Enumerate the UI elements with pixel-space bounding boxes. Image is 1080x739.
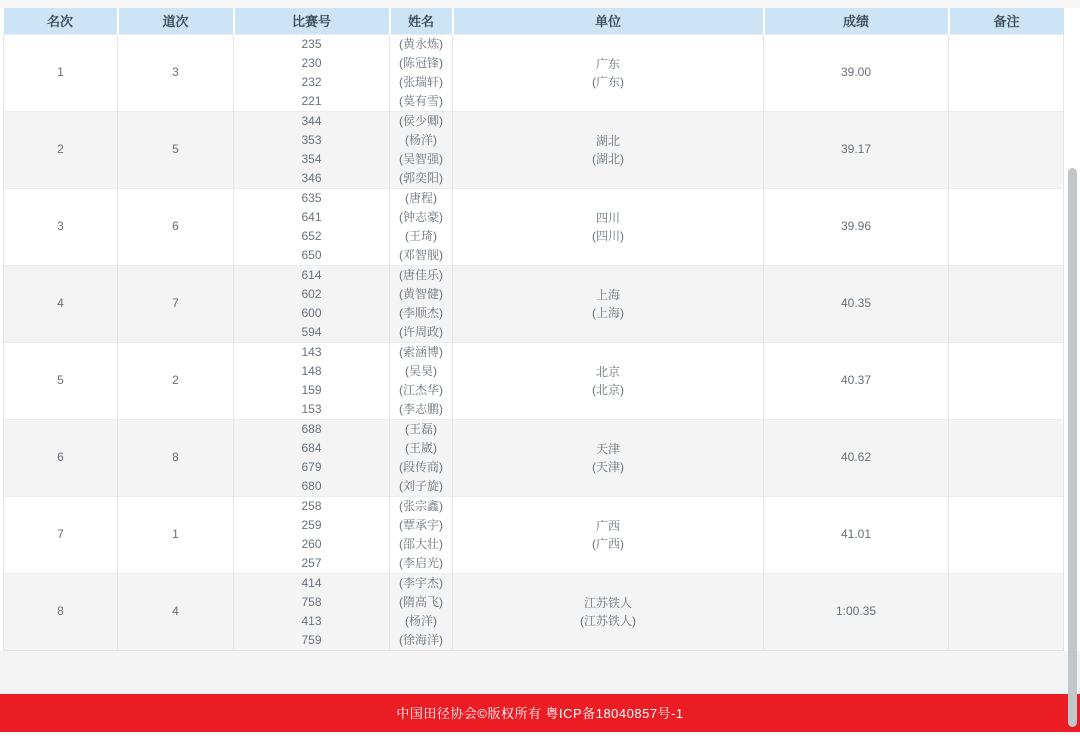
- rank-cell: [4, 34, 118, 111]
- unit-cell-line: 广东: [595, 56, 620, 71]
- bib-cell-line: 414: [301, 575, 322, 590]
- unit-cell: [453, 34, 764, 111]
- unit-cell-line: 北京: [595, 364, 620, 379]
- name-cell-line: (隋高飞): [399, 594, 443, 609]
- name-cell-line: (张瑞轩): [399, 74, 443, 89]
- lane-cell-line: 8: [172, 450, 179, 464]
- name-cell-line: (李启光): [399, 555, 443, 570]
- remark-cell: [949, 34, 1064, 111]
- result-cell: [764, 573, 949, 650]
- rank-cell-line: 2: [57, 142, 64, 156]
- table-row: [4, 265, 1064, 342]
- name-cell-line: (李顺杰): [399, 305, 443, 320]
- name-cell-line: (唐佳乐): [399, 267, 443, 282]
- rank-cell-line: 1: [57, 65, 64, 79]
- table-row: [4, 111, 1064, 188]
- name-cell-line: (邵大壮): [399, 536, 443, 551]
- lane-cell-line: 1: [172, 527, 179, 541]
- bib-cell-line: 354: [301, 151, 322, 166]
- unit-cell-line: 湖北: [595, 133, 620, 148]
- bib-cell-line: 652: [301, 228, 322, 243]
- bib-cell: [234, 342, 390, 419]
- unit-cell-line: (湖北): [592, 151, 624, 166]
- lane-cell: [118, 34, 234, 111]
- remark-cell: [949, 265, 1064, 342]
- unit-cell: [453, 265, 764, 342]
- unit-cell-line: (上海): [592, 305, 624, 320]
- name-cell: [390, 573, 453, 650]
- name-cell-line: (杨洋): [405, 613, 437, 628]
- rank-cell-line: 7: [57, 527, 64, 541]
- name-cell-line: (徐海洋): [399, 632, 443, 647]
- bib-cell-line: 353: [301, 132, 322, 147]
- unit-cell-line: (广西): [592, 536, 624, 551]
- rank-cell-line: 3: [57, 219, 64, 233]
- result-cell: [764, 342, 949, 419]
- name-cell-line: (王琦): [405, 228, 437, 243]
- bib-cell-line: 602: [301, 286, 322, 301]
- lane-cell-line: 6: [172, 219, 179, 233]
- name-cell-line: (张宗鑫): [399, 498, 443, 513]
- bib-cell-line: 148: [301, 363, 322, 378]
- rank-cell: [4, 265, 118, 342]
- remark-cell: [949, 496, 1064, 573]
- name-cell-line: (王崴): [405, 440, 437, 455]
- result-cell-line: 40.37: [840, 373, 872, 387]
- result-cell: [764, 265, 949, 342]
- col-header-remark: 备注: [949, 8, 1064, 34]
- table-row: [4, 419, 1064, 496]
- unit-cell-line: (天津): [592, 459, 624, 474]
- name-cell-line: (黄智健): [399, 286, 443, 301]
- name-cell-line: (李志鹏): [399, 401, 443, 416]
- unit-cell: [453, 111, 764, 188]
- name-cell-line: (刘子旋): [399, 478, 443, 493]
- name-cell-line: (侯少卿): [399, 113, 443, 128]
- lane-cell-line: 5: [172, 142, 179, 156]
- name-cell-line: (吴昊): [405, 363, 437, 378]
- unit-cell: [453, 419, 764, 496]
- lane-cell-line: 3: [172, 65, 179, 79]
- name-cell-line: (吴智强): [399, 151, 443, 166]
- name-cell-line: (覃承宇): [399, 517, 443, 532]
- bib-cell-line: 258: [301, 498, 322, 513]
- table-row: [4, 573, 1064, 650]
- table-row: [4, 188, 1064, 265]
- name-cell-line: (钟志豪): [399, 209, 443, 224]
- remark-cell: [949, 573, 1064, 650]
- result-cell-line: 41.01: [840, 527, 872, 541]
- unit-cell: [453, 573, 764, 650]
- bib-cell: [234, 34, 390, 111]
- lane-cell-line: 7: [172, 296, 179, 310]
- bib-cell-line: 221: [301, 93, 322, 108]
- col-header-lane: 道次: [118, 8, 234, 34]
- bib-cell: [234, 496, 390, 573]
- result-cell-line: 1:00.35: [835, 604, 877, 618]
- name-cell-line: (王磊): [405, 421, 437, 436]
- unit-cell-line: (北京): [592, 382, 624, 397]
- bib-cell: [234, 419, 390, 496]
- rank-cell-line: 4: [57, 296, 64, 310]
- bib-cell-line: 759: [301, 632, 322, 647]
- bib-cell-line: 688: [301, 421, 322, 436]
- bib-cell-line: 259: [301, 517, 322, 532]
- table-body: [4, 34, 1064, 650]
- name-cell-line: (陈冠锋): [399, 55, 443, 70]
- name-cell-line: (邓智舰): [399, 247, 443, 262]
- unit-cell: [453, 342, 764, 419]
- unit-cell-line: 广西: [595, 518, 620, 533]
- bib-cell-line: 143: [301, 344, 322, 359]
- bib-cell: [234, 111, 390, 188]
- col-header-unit: 单位: [453, 8, 764, 34]
- result-cell: [764, 111, 949, 188]
- name-cell-line: (段传商): [399, 459, 443, 474]
- bib-cell-line: 600: [301, 305, 322, 320]
- col-header-result: 成绩: [764, 8, 949, 34]
- footer-bar: [0, 694, 1080, 732]
- bib-cell-line: 346: [301, 170, 322, 185]
- lane-cell: [118, 265, 234, 342]
- name-cell-line: (唐程): [405, 190, 437, 205]
- col-header-bib: 比赛号: [234, 8, 390, 34]
- bib-cell-line: 650: [301, 247, 322, 262]
- lane-cell-line: 4: [172, 604, 179, 618]
- remark-cell: [949, 419, 1064, 496]
- unit-cell-line: (广东): [592, 74, 624, 89]
- name-cell: [390, 265, 453, 342]
- bib-cell-line: 758: [301, 594, 322, 609]
- unit-cell-line: (四川): [592, 228, 624, 243]
- name-cell: [390, 342, 453, 419]
- copyright-text: 中国田径协会©版权所有 粤ICP备18040857号-1: [396, 706, 684, 721]
- name-cell-line: (李宇杰): [399, 575, 443, 590]
- bib-cell-line: 684: [301, 440, 322, 455]
- rank-cell-line: 5: [57, 373, 64, 387]
- unit-cell-line: 四川: [595, 210, 620, 225]
- result-cell-line: 39.00: [840, 65, 872, 79]
- header-row: [4, 8, 1064, 34]
- top-strip: [0, 0, 1080, 8]
- name-cell: [390, 34, 453, 111]
- table-row: [4, 34, 1064, 111]
- unit-cell-line: 江苏铁人: [583, 595, 632, 610]
- bib-cell-line: 413: [301, 613, 322, 628]
- result-cell: [764, 496, 949, 573]
- bib-cell-line: 614: [301, 267, 322, 282]
- bib-cell-line: 230: [301, 55, 322, 70]
- table-header: [4, 8, 1064, 34]
- lane-cell: [118, 111, 234, 188]
- name-cell: [390, 419, 453, 496]
- result-cell: [764, 419, 949, 496]
- result-cell-line: 39.17: [840, 142, 872, 156]
- result-cell: [764, 188, 949, 265]
- bib-cell-line: 641: [301, 209, 322, 224]
- remark-cell: [949, 342, 1064, 419]
- bib-cell: [234, 188, 390, 265]
- rank-cell: [4, 496, 118, 573]
- rank-cell: [4, 342, 118, 419]
- result-cell-line: 40.62: [840, 450, 872, 464]
- result-cell-line: 39.96: [840, 219, 872, 233]
- unit-cell: [453, 188, 764, 265]
- name-cell: [390, 496, 453, 573]
- rank-cell-line: 6: [57, 450, 64, 464]
- unit-cell-line: (江苏铁人): [580, 613, 636, 628]
- col-header-rank: 名次: [4, 8, 118, 34]
- rank-cell: [4, 188, 118, 265]
- rank-cell-line: 8: [57, 604, 64, 618]
- table-row: [4, 342, 1064, 419]
- lane-cell-line: 2: [172, 373, 179, 387]
- scrollbar-thumb[interactable]: [1068, 168, 1077, 727]
- bib-cell-line: 153: [301, 401, 322, 416]
- lane-cell: [118, 188, 234, 265]
- bib-cell-line: 344: [301, 113, 322, 128]
- lane-cell: [118, 496, 234, 573]
- bib-cell-line: 679: [301, 459, 322, 474]
- lane-cell: [118, 573, 234, 650]
- result-cell: [764, 34, 949, 111]
- bib-cell-line: 260: [301, 536, 322, 551]
- lane-cell: [118, 419, 234, 496]
- bib-cell-line: 680: [301, 478, 322, 493]
- name-cell: [390, 111, 453, 188]
- remark-cell: [949, 188, 1064, 265]
- bottom-band: [0, 651, 1080, 694]
- table-row: [4, 496, 1064, 573]
- name-cell-line: (郭奕阳): [399, 170, 443, 185]
- name-cell-line: (索涵博): [399, 344, 443, 359]
- col-header-name: 姓名: [390, 8, 453, 34]
- result-cell-line: 40.35: [840, 296, 872, 310]
- results-table: [3, 8, 1064, 651]
- unit-cell: [453, 496, 764, 573]
- remark-cell: [949, 111, 1064, 188]
- name-cell-line: (江杰华): [399, 382, 443, 397]
- name-cell-line: (许周政): [399, 324, 443, 339]
- rank-cell: [4, 573, 118, 650]
- bib-cell: [234, 265, 390, 342]
- bib-cell-line: 594: [301, 324, 322, 339]
- unit-cell-line: 上海: [595, 287, 620, 302]
- bib-cell: [234, 573, 390, 650]
- name-cell-line: (杨洋): [405, 132, 437, 147]
- unit-cell-line: 天津: [595, 441, 620, 456]
- bib-cell-line: 159: [301, 382, 322, 397]
- bib-cell-line: 257: [301, 555, 322, 570]
- bottom-strip: [0, 732, 1080, 739]
- rank-cell: [4, 111, 118, 188]
- lane-cell: [118, 342, 234, 419]
- name-cell: [390, 188, 453, 265]
- name-cell-line: (莫有雪): [399, 93, 443, 108]
- rank-cell: [4, 419, 118, 496]
- bib-cell-line: 232: [301, 74, 322, 89]
- bib-cell-line: 235: [301, 36, 322, 51]
- bib-cell-line: 635: [301, 190, 322, 205]
- name-cell-line: (黄永炼): [399, 36, 443, 51]
